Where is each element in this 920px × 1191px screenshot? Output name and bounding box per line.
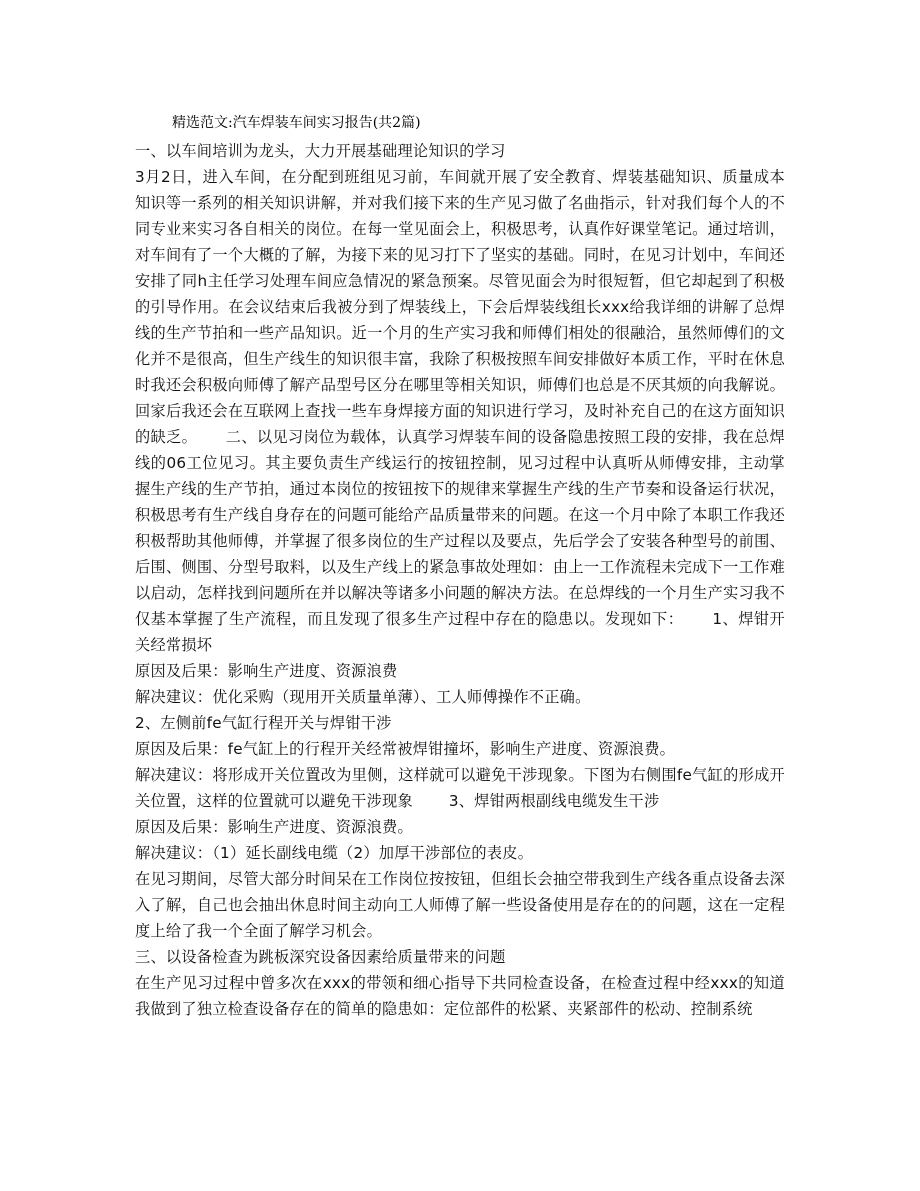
suggestion-line-1: 解决建议：优化采购（现用开关质量单薄）、工人师傅操作不正确。 bbox=[135, 688, 591, 706]
paragraph-training: 3月2日，进入车间，在分配到班组见习前，车间就开展了安全教育、焊装基础知识、质量成本知识等一系列的相关知识讲解，并对我们接下来的生产见习做了名曲指示，针对我们每个人的不同专业来实习各自相关的岗位。在每一堂见面会上，积极思考，认真作好课堂笔记。通过培训，对车间有了一个大概的了解，为接下来的见习打下了坚实的基础。同时，在见习计划中，车间还安排了同h主任学习处理车间应急情况的紧急预案。尽管见面会为时很短暂，但它却起到了积极的引导作用。在会议结束后我被分到了焊装线上，下会后焊装线组长xxx给我详细的讲解了总焊线的生产节拍和一些产品知识。近一个月的生产实习我和师傅们相处的很融洽，虽然师傅们的文化并不是很高，但生产线生的知识很丰富，我除了积极按照车间安排做好本质工作，平时在休息时我还会积极向师傅了解产品型号区分在哪里等相关知识，师傅们也总是不厌其烦的向我解说。回家后我还会在互联网上查找一些车身焊接方面的知识进行学习，及时补充自己的在这方面知识的缺乏。 二、以见习岗位为载体，认真学习焊装车间的设备隐患按照工段的安排，我在总焊线的06工位见习。其主要负责生产线运行的按钮控制，见习过程中认真听从师傅安排，主动掌握生产线的生产节拍，通过本岗位的按钮按下的规律来掌握生产线的生产节奏和设备运行状况，积极思考有生产线自身存在的问题可能给产品质量带来的问题。在这一个月中除了本职工作我还积极帮助其他师傅，并掌握了很多岗位的生产过程以及要点，先后学会了安装各种型号的前围、后围、侧围、分型号取料，以及生产线上的紧急事故处理如：由上一工作流程未完成下一工作难以启动，怎样找到问题所在并以解决等诸多小问题的解决方法。在总焊线的一个月生产实习我不仅基本掌握了生产流程，而且发现了很多生产过程中存在的隐患以。发现如下： 1、焊钳开关经常损坏 bbox=[135, 168, 785, 654]
section-1-heading: 一、以车间培训为龙头，大力开展基础理论知识的学习 bbox=[135, 142, 506, 160]
document-title: 精选范文:汽车焊装车间实习报告(共2篇) bbox=[172, 115, 421, 131]
cause-line-1: 原因及后果：影响生产进度、资源浪费 bbox=[135, 662, 398, 680]
section-3-heading: 三、以设备检查为跳板深究设备因素给质量带来的问题 bbox=[135, 948, 506, 966]
paragraph-inspection: 在生产见习过程中曾多次在xxx的带领和细心指导下共同检查设备，在检查过程中经xxx的知道我做到了独立检查设备存在的简单的隐患如：定位部件的松紧、夹紧部件的松动、控制系统 bbox=[135, 974, 785, 1018]
cause-line-2: 原因及后果：fe气缸上的行程开关经常被焊钳撞坏，影响生产进度、资源浪费。 bbox=[135, 740, 676, 758]
paragraph-visit: 在见习期间，尽管大部分时间呆在工作岗位按按钮，但组长会抽空带我到生产线各重点设备去深入了解，自己也会抽出休息时间主动向工人师傅了解一些设备使用是存在的的问题，这在一定程度上给了我一个全面了解学习机会。 bbox=[135, 870, 785, 940]
issue-item-2: 2、左侧前fe气缸行程开关与焊钳干涉 bbox=[135, 714, 392, 732]
suggestion-line-2: 解决建议：将形成开关位置改为里侧，这样就可以避免干涉现象。下图为右侧围fe气缸的形成开关位置，这样的位置就可以避免干涉现象 3、焊钳两根副线电缆发生干涉 bbox=[135, 766, 785, 810]
cause-line-3: 原因及后果：影响生产进度、资源浪费。 bbox=[135, 818, 413, 836]
document-body bbox=[135, 138, 785, 1022]
suggestion-line-3: 解决建议：（1）延长副线电缆（2）加厚干涉部位的表皮。 bbox=[135, 844, 534, 862]
